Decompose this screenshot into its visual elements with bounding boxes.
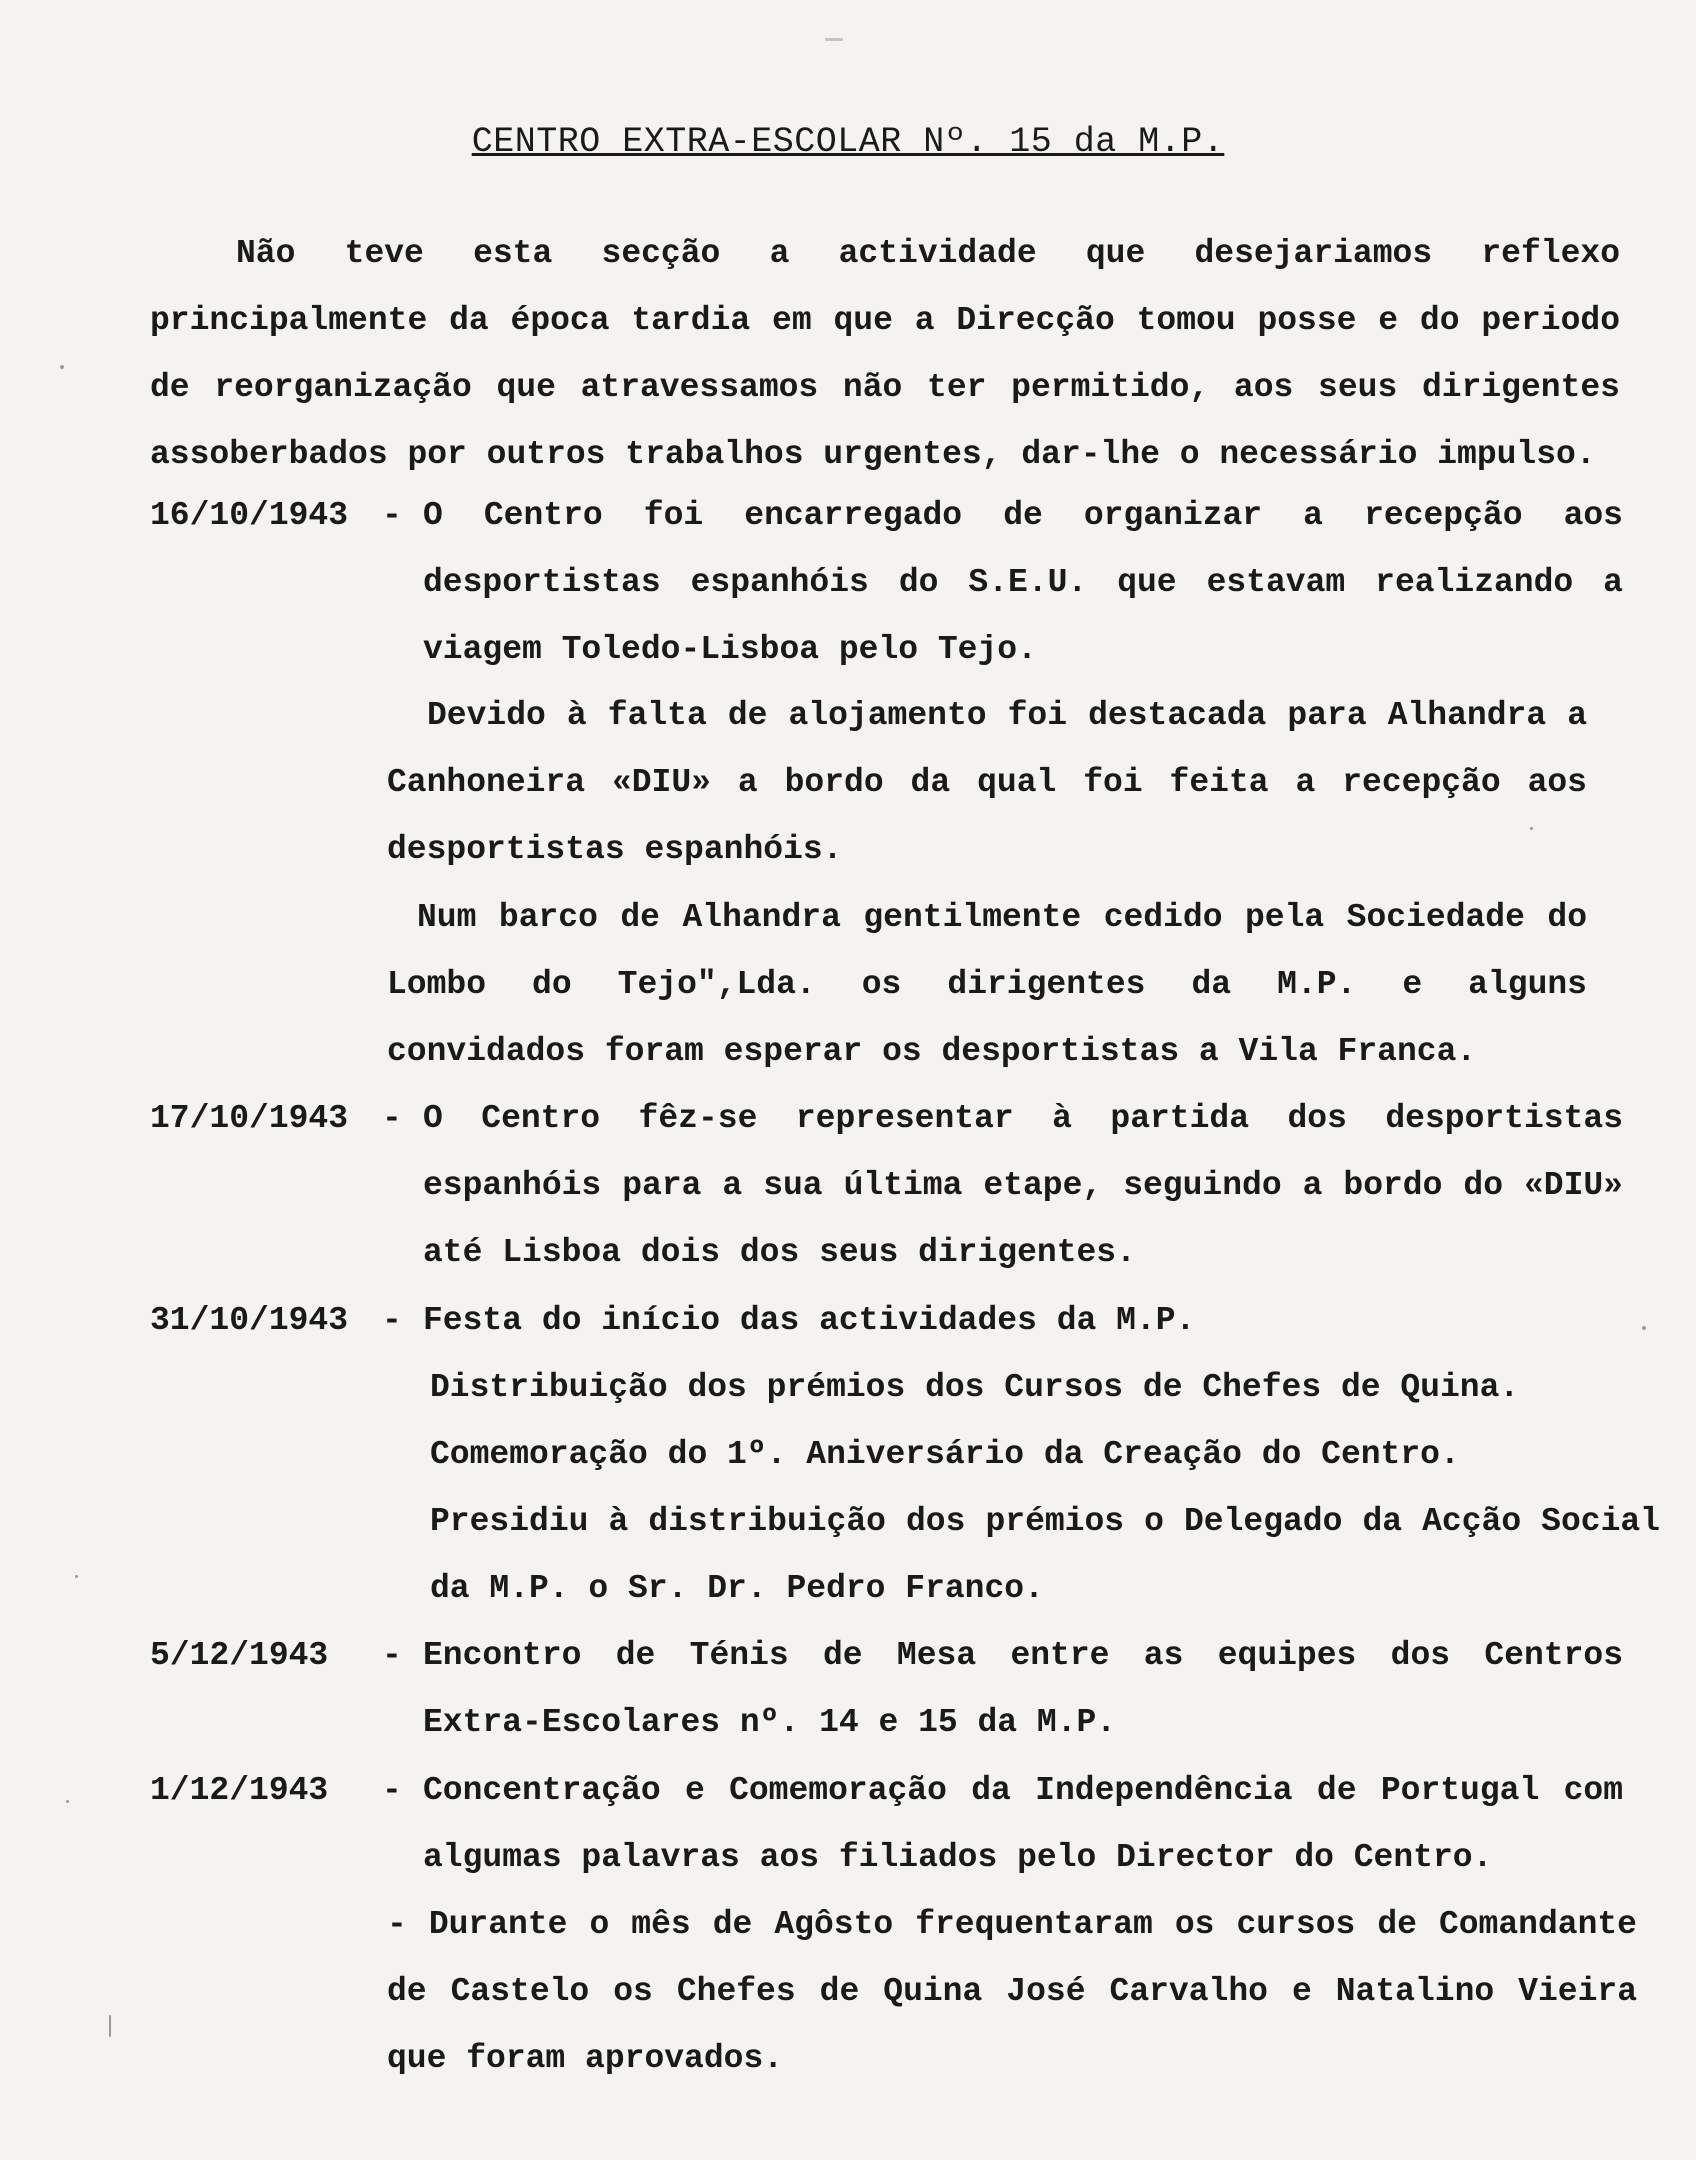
scan-speck	[1642, 1326, 1646, 1330]
entry-paragraph: Concentração e Comemoração da Independência de Portugal com algumas palavras aos filiados pelo Director do Centro.	[423, 1772, 1623, 1876]
entry-dash: -	[382, 1302, 402, 1339]
entry-dash: -	[382, 1100, 402, 1137]
entry-paragraph: Presidiu à distribuição dos prémios o Delegado da Acção Social da M.P. o Sr. Dr. Pedro Franco.	[430, 1503, 1660, 1607]
entry-date: 17/10/1943	[150, 1100, 349, 1137]
entry-dash: -	[382, 1772, 402, 1809]
entry-date: 5/12/1943	[150, 1637, 329, 1674]
entry-paragraph: - Durante o mês de Agôsto frequentaram os cursos de Comandante de Castelo os Chefes de Quina José Carvalho e Natalino Vieira que foram aprovados.	[387, 1906, 1637, 2077]
entry-date: 31/10/1943	[150, 1302, 349, 1339]
scan-speck	[825, 38, 843, 41]
scan-speck	[60, 365, 64, 369]
scan-speck	[1530, 827, 1533, 830]
entry-paragraph: O Centro foi encarregado de organizar a recepção aos desportistas espanhóis do S.E.U. que estavam realizando a viagem Toledo-Lisboa pelo Tejo.	[423, 497, 1623, 668]
entry-paragraph: Num barco de Alhandra gentilmente cedido pela Sociedade do Lombo do Tejo",Lda. os dirigentes da M.P. e alguns convidados foram esperar os desportistas a Vila Franca.	[387, 899, 1587, 1070]
entry-date: 1/12/1943	[150, 1772, 329, 1809]
entry-paragraph: Devido à falta de alojamento foi destacada para Alhandra a Canhoneira «DIU» a bordo da qual foi feita a recepção aos desportistas espanhóis.	[387, 697, 1587, 868]
scan-speck	[109, 2015, 111, 2037]
entry-paragraph: Distribuição dos prémios dos Cursos de Chefes de Quina.	[430, 1369, 1520, 1406]
entry-dash: -	[382, 497, 402, 534]
document-title: CENTRO EXTRA-ESCOLAR Nº. 15 da M.P.	[471, 122, 1225, 162]
scan-speck	[66, 1800, 69, 1803]
entry-paragraph: Festa do início das actividades da M.P.	[423, 1302, 1196, 1339]
entry-paragraph: O Centro fêz-se representar à partida dos desportistas espanhóis para a sua última etape, seguindo a bordo do «DIU» até Lisboa dois dos seus dirigentes.	[423, 1100, 1623, 1271]
entry-paragraph: Comemoração do 1º. Aniversário da Creação do Centro.	[430, 1436, 1460, 1473]
entry-date: 16/10/1943	[150, 497, 349, 534]
intro-paragraph: Não teve esta secção a actividade que desejariamos reflexo principalmente da época tardia em que a Direcção tomou posse e do periodo de reorganização que atravessamos não ter permitido, aos seus dirigentes assoberbados por outros trabalhos urgentes, dar-lhe o necessário impulso.	[150, 235, 1620, 473]
scan-speck	[75, 1575, 78, 1578]
entry-dash: -	[382, 1637, 402, 1674]
entry-paragraph: Encontro de Ténis de Mesa entre as equipes dos Centros Extra-Escolares nº. 14 e 15 da M.P.	[423, 1637, 1623, 1741]
